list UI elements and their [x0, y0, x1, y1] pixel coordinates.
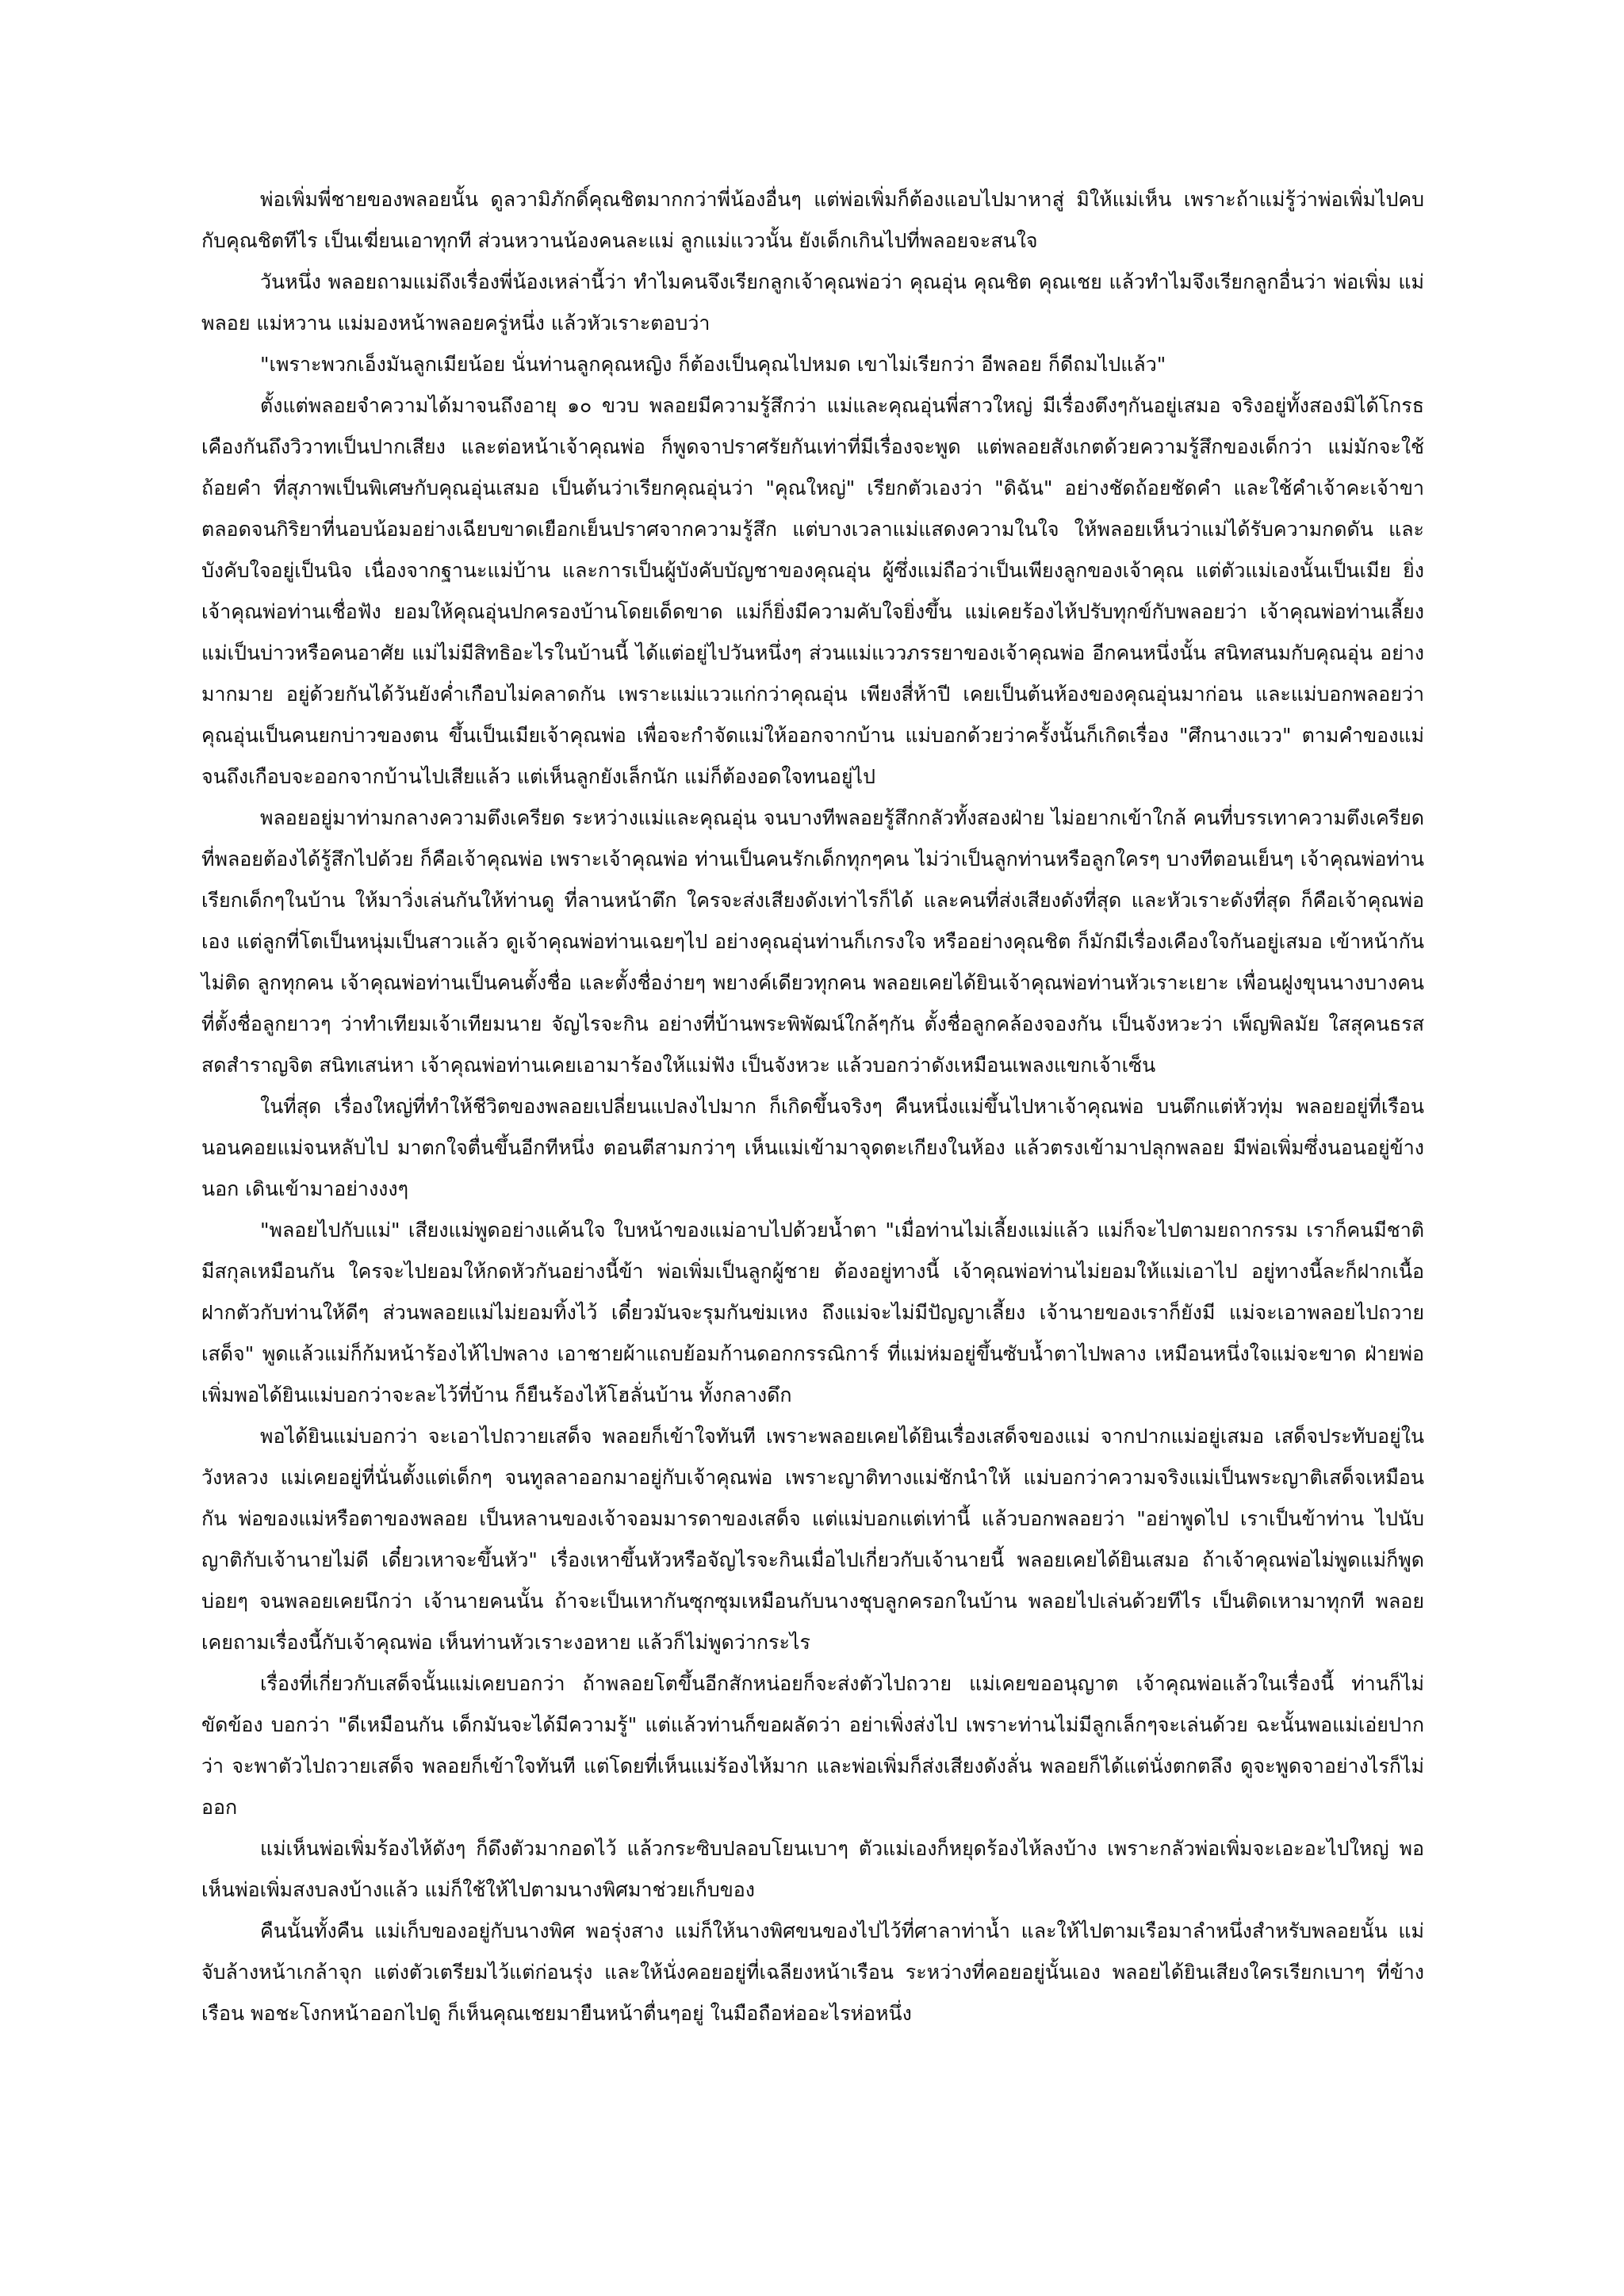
paragraph-11: คืนนั้นทั้งคืน แม่เก็บของอยู่กับนางพิศ พอรุ่งสาง แม่ก็ให้นางพิศขนของไปไว้ที่ศาลาท่าน้ำ และให้ไปตามเรือมาลำหนึ่งสำหรับพลอยนั้น แม่จับล้างหน้าเกล้าจุก แต่งตัวเตรียมไว้แต่ก่อนรุ่ง และให้นั่งคอยอยู่ที่เฉลียงหน้าเรือน ระหว่างที่คอยอยู่นั้นเอง พลอยได้ยินเสียงใครเรียกเบาๆ ที่ข้างเรือน พอชะโงกหน้าออกไปดู ก็เห็นคุณเชยมายืนหน้าตื่นๆอยู่ ในมือถือห่ออะไรห่อหนึ่ง [201, 1919, 1424, 2025]
paragraph-9: เรื่องที่เกี่ยวกับเสด็จนั้นแม่เคยบอกว่า ถ้าพลอยโตขึ้นอีกสักหน่อยก็จะส่งตัวไปถวาย แม่เคยขออนุญาต เจ้าคุณพ่อแล้วในเรื่องนี้ ท่านก็ไม่ขัดข้อง บอกว่า "ดีเหมือนกัน เด็กมันจะได้มีความรู้" แต่แล้วท่านก็ขอผลัดว่า อย่าเพิ่งส่งไป เพราะท่านไม่มีลูกเล็กๆจะเล่นด้วย ฉะนั้นพอแม่เอ่ยปากว่า จะพาตัวไปถวายเสด็จ พลอยก็เข้าใจทันที แต่โดยที่เห็นแม่ร้องไห้มาก และพ่อเพิ่มก็ส่งเสียงดังลั่น พลอยก็ได้แต่นั่งตกตลึง ดูจะพูดจาอย่างไรก็ไม่ออก [201, 1672, 1424, 1819]
paragraph-4: ตั้งแต่พลอยจำความได้มาจนถึงอายุ ๑๐ ขวบ พลอยมีความรู้สึกว่า แม่และคุณอุ่นพี่สาวใหญ่ มีเรื่องตึงๆกันอยู่เสมอ จริงอยู่ทั้งสองมิได้โกรธเคืองกันถึงวิวาทเป็นปากเสียง และต่อหน้าเจ้าคุณพ่อ ก็พูดจาปราศรัยกันเท่าที่มีเรื่องจะพูด แต่พลอยสังเกตด้วยความรู้สึกของเด็กว่า แม่มักจะใช้ถ้อยคำ ที่สุภาพเป็นพิเศษกับคุณอุ่นเสมอ เป็นต้นว่าเรียกคุณอุ่นว่า "คุณใหญ่" เรียกตัวเองว่า "ดิฉัน" อย่างชัดถ้อยชัดคำ และใช้คำเจ้าคะเจ้าขาตลอดจนกิริยาที่นอบน้อมอย่างเฉียบขาดเยือกเย็นปราศจากความรู้สึก แต่บางเวลาแม่แสดงความในใจ ให้พลอยเห็นว่าแม่ได้รับความกดดัน และบังคับใจอยู่เป็นนิจ เนื่องจากฐานะแม่บ้าน และการเป็นผู้บังคับบัญชาของคุณอุ่น ผู้ซึ่งแม่ถือว่าเป็นเพียงลูกของเจ้าคุณ แต่ตัวแม่เองนั้นเป็นเมีย ยิ่งเจ้าคุณพ่อท่านเชื่อฟัง ยอมให้คุณอุ่นปกครองบ้านโดยเด็ดขาด แม่ก็ยิ่งมีความคับใจยิ่งขึ้น แม่เคยร้องไห้ปรับทุกข์กับพลอยว่า เจ้าคุณพ่อท่านเลี้ยงแม่เป็นบ่าวหรือคนอาศัย แม่ไม่มีสิทธิอะไรในบ้านนี้ ได้แต่อยู่ไปวันหนึ่งๆ ส่วนแม่แววภรรยาของเจ้าคุณพ่อ อีกคนหนึ่งนั้น สนิทสนมกับคุณอุ่น อย่างมากมาย อยู่ด้วยกันได้วันยังค่ำเกือบไม่คลาดกัน เพราะแม่แววแก่กว่าคุณอุ่น เพียงสี่ห้าปี เคยเป็นต้นห้องของคุณอุ่นมาก่อน และแม่บอกพลอยว่า คุณอุ่นเป็นคนยกบ่าวของตน ขึ้นเป็นเมียเจ้าคุณพ่อ เพื่อจะกำจัดแม่ให้ออกจากบ้าน แม่บอกด้วยว่าครั้งนั้นก็เกิดเรื่อง "ศึกนางแวว" ตามคำของแม่ จนถึงเกือบจะออกจากบ้านไปเสียแล้ว แต่เห็นลูกยังเล็กนัก แม่ก็ต้องอดใจทนอยู่ไป [201, 394, 1424, 788]
paragraph-1: พ่อเพิ่มพี่ชายของพลอยนั้น ดูลวามิภักดิ์คุณชิตมากกว่าพี่น้องอื่นๆ แต่พ่อเพิ่มก็ต้องแอบไปมาหาสู่ มิให้แม่เห็น เพราะถ้าแม่รู้ว่าพ่อเพิ่มไปคบกับคุณชิตทีไร เป็นเฆี่ยนเอาทุกที ส่วนหวานน้องคนละแม่ ลูกแม่แววนั้น ยังเด็กเกินไปที่พลอยจะสนใจ [201, 188, 1424, 252]
paragraph-7: "พลอยไปกับแม่" เสียงแม่พูดอย่างแค้นใจ ใบหน้าของแม่อาบไปด้วยน้ำตา "เมื่อท่านไม่เลี้ยงแม่แล้ว แม่ก็จะไปตามยถากรรม เราก็คนมีชาติมีสกุลเหมือนกัน ใครจะไปยอมให้กดหัวกันอย่างนี้ข้า พ่อเพิ่มเป็นลูกผู้ชาย ต้องอยู่ทางนี้ เจ้าคุณพ่อท่านไม่ยอมให้แม่เอาไป อยู่ทางนี้ละก็ฝากเนื้อฝากตัวกับท่านให้ดีๆ ส่วนพลอยแม่ไม่ยอมทิ้งไว้ เดี๋ยวมันจะรุมกันข่มเหง ถึงแม่จะไม่มีปัญญาเลี้ยง เจ้านายของเราก็ยังมี แม่จะเอาพลอยไปถวายเสด็จ" พูดแล้วแม่ก็ก้มหน้าร้องไห้ไปพลาง เอาชายผ้าแถบย้อมก้านดอกกรรณิการ์ ที่แม่ห่มอยู่ขึ้นซับน้ำตาไปพลาง เหมือนหนึ่งใจแม่จะขาด ฝ่ายพ่อเพิ่มพอได้ยินแม่บอกว่าจะละไว้ที่บ้าน ก็ยืนร้องไห้โฮลั่นบ้าน ทั้งกลางดึก [201, 1219, 1424, 1406]
paragraph-8: พอได้ยินแม่บอกว่า จะเอาไปถวายเสด็จ พลอยก็เข้าใจทันที เพราะพลอยเคยได้ยินเรื่องเสด็จของแม่ จากปากแม่อยู่เสมอ เสด็จประทับอยู่ในวังหลวง แม่เคยอยู่ที่นั่นตั้งแต่เด็กๆ จนทูลลาออกมาอยู่กับเจ้าคุณพ่อ เพราะญาติทางแม่ชักนำให้ แม่บอกว่าความจริงแม่เป็นพระญาติเสด็จเหมือนกัน พ่อของแม่หรือตาของพลอย เป็นหลานของเจ้าจอมมารดาของเสด็จ แต่แม่บอกแต่เท่านี้ แล้วบอกพลอยว่า "อย่าพูดไป เราเป็นข้าท่าน ไปนับญาติกับเจ้านายไม่ดี เดี๋ยวเหาจะขึ้นหัว" เรื่องเหาขึ้นหัวหรือจัญไรจะกินเมื่อไปเกี่ยวกับเจ้านายนี้ พลอยเคยได้ยินเสมอ ถ้าเจ้าคุณพ่อไม่พูดแม่ก็พูดบ่อยๆ จนพลอยเคยนึกว่า เจ้านายคนนั้น ถ้าจะเป็นเหากันซุกซุมเหมือนกับนางชุบลูกครอกในบ้าน พลอยไปเล่นด้วยทีไร เป็นติดเหามาทุกที พลอยเคยถามเรื่องนี้กับเจ้าคุณพ่อ เห็นท่านหัวเราะงอหาย แล้วก็ไม่พูดว่ากระไร [201, 1425, 1424, 1654]
paragraph-3: "เพราะพวกเอ็งมันลูกเมียน้อย นั่นท่านลูกคุณหญิง ก็ต้องเป็นคุณไปหมด เขาไม่เรียกว่า อีพลอย ก็ดีถมไปแล้ว" [260, 353, 1166, 376]
paragraph-2: วันหนึ่ง พลอยถามแม่ถึงเรื่องพี่น้องเหล่านี้ว่า ทำไมคนจึงเรียกลูกเจ้าคุณพ่อว่า คุณอุ่น คุณชิต คุณเชย แล้วทำไมจึงเรียกลูกอื่นว่า พ่อเพิ่ม แม่พลอย แม่หวาน แม่มองหน้าพลอยครู่หนึ่ง แล้วหัวเราะตอบว่า [201, 270, 1424, 335]
paragraph-6: ในที่สุด เรื่องใหญ่ที่ทำให้ชีวิตของพลอยเปลี่ยนแปลงไปมาก ก็เกิดขึ้นจริงๆ คืนหนึ่งแม่ขึ้นไปหาเจ้าคุณพ่อ บนตึกแต่หัวทุ่ม พลอยอยู่ที่เรือนนอนคอยแม่จนหลับไป มาตกใจตื่นขึ้นอีกทีหนึ่ง ตอนตีสามกว่าๆ เห็นแม่เข้ามาจุดตะเกียงในห้อง แล้วตรงเข้ามาปลุกพลอย มีพ่อเพิ่มซึ่งนอนอยู่ข้างนอก เดินเข้ามาอย่างงงๆ [201, 1095, 1424, 1200]
paragraph-5: พลอยอยู่มาท่ามกลางความตึงเครียด ระหว่างแม่และคุณอุ่น จนบางทีพลอยรู้สึกกลัวทั้งสองฝ่าย ไม่อยากเข้าใกล้ คนที่บรรเทาความตึงเครียด ที่พลอยต้องได้รู้สึกไปด้วย ก็คือเจ้าคุณพ่อ เพราะเจ้าคุณพ่อ ท่านเป็นคนรักเด็กทุกๆคน ไม่ว่าเป็นลูกท่านหรือลูกใครๆ บางทีตอนเย็นๆ เจ้าคุณพ่อท่านเรียกเด็กๆในบ้าน ให้มาวิ่งเล่นกันให้ท่านดู ที่ลานหน้าตึก ใครจะส่งเสียงดังเท่าไรก็ได้ และคนที่ส่งเสียงดังที่สุด และหัวเราะดังที่สุด ก็คือเจ้าคุณพ่อเอง แต่ลูกที่โตเป็นหนุ่มเป็นสาวแล้ว ดูเจ้าคุณพ่อท่านเฉยๆไป อย่างคุณอุ่นท่านก็เกรงใจ หรืออย่างคุณชิต ก็มักมีเรื่องเคืองใจกันอยู่เสมอ เข้าหน้ากันไม่ติด ลูกทุกคน เจ้าคุณพ่อท่านเป็นคนตั้งชื่อ และตั้งชื่อง่ายๆ พยางค์เดียวทุกคน พลอยเคยได้ยินเจ้าคุณพ่อท่านหัวเราะเยาะ เพื่อนฝูงขุนนางบางคน ที่ตั้งชื่อลูกยาวๆ ว่าทำเทียมเจ้าเทียมนาย จัญไรจะกิน อย่างที่บ้านพระพิพัฒน์ใกล้ๆกัน ตั้งชื่อลูกคล้องจองกัน เป็นจังหวะว่า เพ็ญพิลมัย ใสสุคนธรส สดสำราญจิต สนิทเสน่หา เจ้าคุณพ่อท่านเคยเอามาร้องให้แม่ฟัง เป็นจังหวะ แล้วบอกว่าดังเหมือนเพลงแขกเจ้าเซ็น [201, 806, 1424, 1077]
document-body [201, 179, 1424, 2034]
paragraph-10: แม่เห็นพ่อเพิ่มร้องไห้ดังๆ ก็ดึงตัวมากอดไว้ แล้วกระซิบปลอบโยนเบาๆ ตัวแม่เองก็หยุดร้องไห้ลงบ้าง เพราะกลัวพ่อเพิ่มจะเอะอะไปใหญ่ พอเห็นพ่อเพิ่มสงบลงบ้างแล้ว แม่ก็ใช้ให้ไปตามนางพิศมาช่วยเก็บของ [201, 1837, 1424, 1901]
